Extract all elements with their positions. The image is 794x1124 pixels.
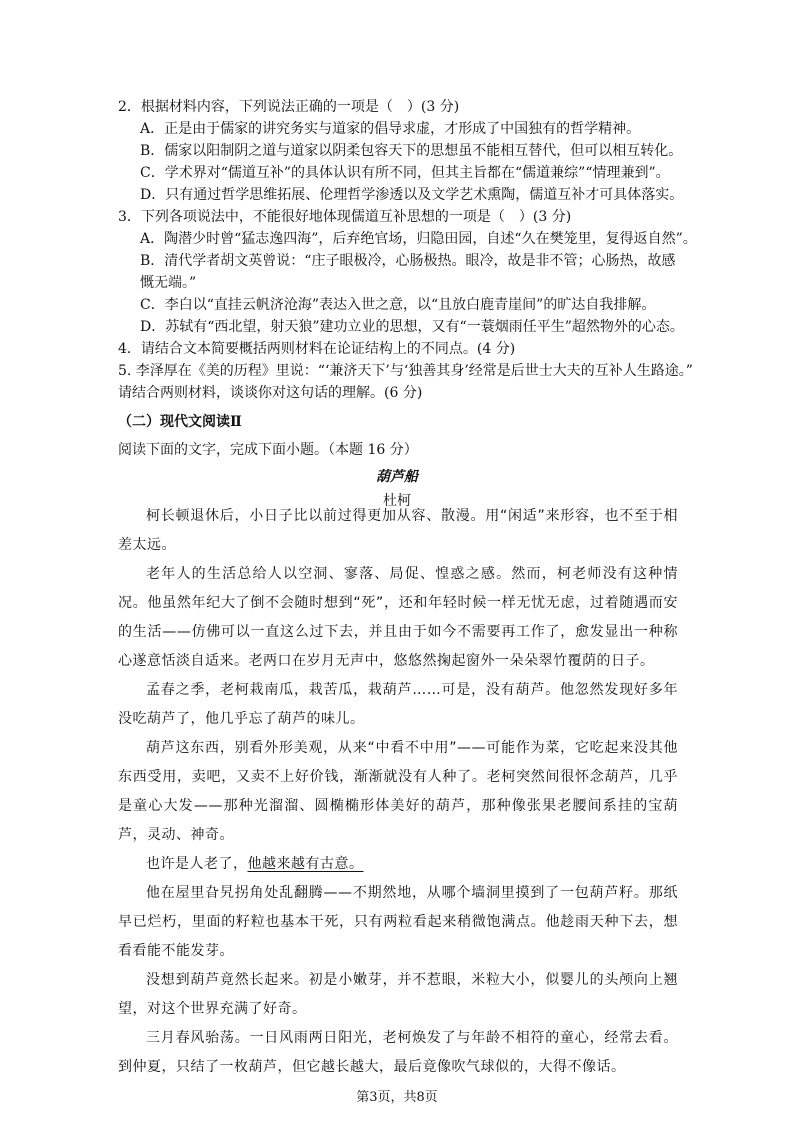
question-2-option-d: D．只有通过哲学思维拓展、伦理哲学渗透以及文学艺术熏陶，儒道互补才可具体落实。 — [140, 187, 684, 203]
story-paragraph: 葫芦这东西，别看外形美观，从来“中看不中用”——可能作为菜，它吃起来没其他东西受用，卖吧，又卖不上好价钱，渐渐就没有人种了。老柯突然间很怀念葫芦，几乎是童心大发——那种光溜溜、圆椭椭形体美好的葫芦，那种像张果老腰间系挂的宝葫芦，灵动、神奇。 — [118, 740, 678, 843]
question-3-option-b-cont: 慨无端。” — [140, 275, 197, 291]
story-paragraph: 三月春风骀荡。一日风雨两日阳光，老柯焕发了与年龄不相符的童心，经常去看。到仲夏，只结了一枚葫芦，但它越长越大，最后竟像吹气球似的，大得不像话。 — [118, 1030, 678, 1075]
story-author: 杜柯 — [383, 493, 411, 509]
story-paragraph-lead: 也许是人老了， — [146, 856, 248, 872]
question-3-option-d: D．苏轼有“西北望，射天狼”建功立业的思想，又有“一蓑烟雨任平生”超然物外的心态。 — [140, 319, 684, 335]
question-3-option-b: B．清代学者胡文英曾说：“庄子眼极冷，心肠极热。眼冷，故是非不管；心肠热，故感 — [140, 253, 676, 269]
underlined-phrase: 他越来越有古意。 — [247, 856, 364, 872]
question-2-stem: 2．根据材料内容，下列说法正确的一项是（ ）(3 分) — [118, 99, 460, 115]
question-2-option-a: A．正是由于儒家的讲究务实与道家的倡导求虚，才形成了中国独有的哲学精神。 — [140, 121, 641, 137]
story-paragraph: 老年人的生活总给人以空洞、寥落、局促、惶惑之感。然而，柯老师没有这种情况。他虽然年纪大了倒不会随时想到“死”，还和年轻时候一样无忧无虑，过着随遇而安的生活——仿佛可以一直这么过下去，并且由于如今不需要再工作了，愈发显出一种称心遂意恬淡自适来。老两口在岁月无声中，悠悠然掬起窗外一朵朵翠竹覆荫的日子。 — [118, 566, 678, 669]
section-title: （二）现代文阅读Ⅱ — [118, 414, 242, 430]
story-paragraph-with-underline — [118, 850, 678, 879]
story-paragraph: 柯长顿退休后，小日子比以前过得更加从容、散漫。用“闲适”来形容，也不至于相差太远。 — [118, 508, 678, 553]
story-paragraph: 没想到葫芦竟然长起来。初是小嫩芽，并不惹眼，米粒大小，似婴儿的头颅向上翘望，对这个世界充满了好奇。 — [118, 972, 678, 1017]
page-footer: 第3页，共8页 — [356, 1090, 438, 1105]
section-instruction: 阅读下面的文字，完成下面小题。（本题 16 分） — [118, 442, 418, 458]
question-5-line-2: 请结合两则材料，谈谈你对这句话的理解。(6 分) — [118, 385, 423, 401]
question-3-option-c: C．李白以“直挂云帆济沧海”表达入世之意，以“且放白鹿青崖间”的旷达自我排解。 — [140, 297, 656, 313]
story-paragraph: 他在屋里旮旯拐角处乱翻腾——不期然地，从哪个墙洞里摸到了一包葫芦籽。那纸早已烂朽，里面的籽粒也基本干死，只有两粒看起来稍微饱满点。他趁雨天种下去，想看看能不能发芽。 — [118, 885, 678, 959]
question-5-line-1: 5. 李泽厚在《美的历程》里说：“‘兼济天下’与‘独善其身’经常是后世士大夫的互补人生路途。” — [118, 363, 693, 379]
story-paragraph: 孟春之季，老柯栽南瓜，栽苦瓜，栽葫芦……可是，没有葫芦。他忽然发现好多年没吃葫芦了，他几乎忘了葫芦的味儿。 — [118, 682, 678, 727]
question-3-stem: 3．下列各项说法中，不能很好地体现儒道互补思想的一项是（ ）(3 分) — [118, 209, 572, 225]
story-title: 葫芦船 — [376, 469, 418, 485]
question-4: 4．请结合文本简要概括两则材料在论证结构上的不同点。(4 分) — [118, 341, 516, 357]
question-2-option-b: B．儒家以阳制阴之道与道家以阴柔包容天下的思想虽不能相互替代，但可以相互转化。 — [140, 143, 683, 159]
question-2-option-c: C．学术界对“儒道互补”的具体认识有所不同，但其主旨都在“儒道兼综”“情理兼到”。 — [140, 165, 670, 181]
question-3-option-a: A．陶潜少时曾“猛志逸四海”，后弃绝官场，归隐田园，自述“久在樊笼里，复得返自然”。 — [140, 231, 697, 247]
